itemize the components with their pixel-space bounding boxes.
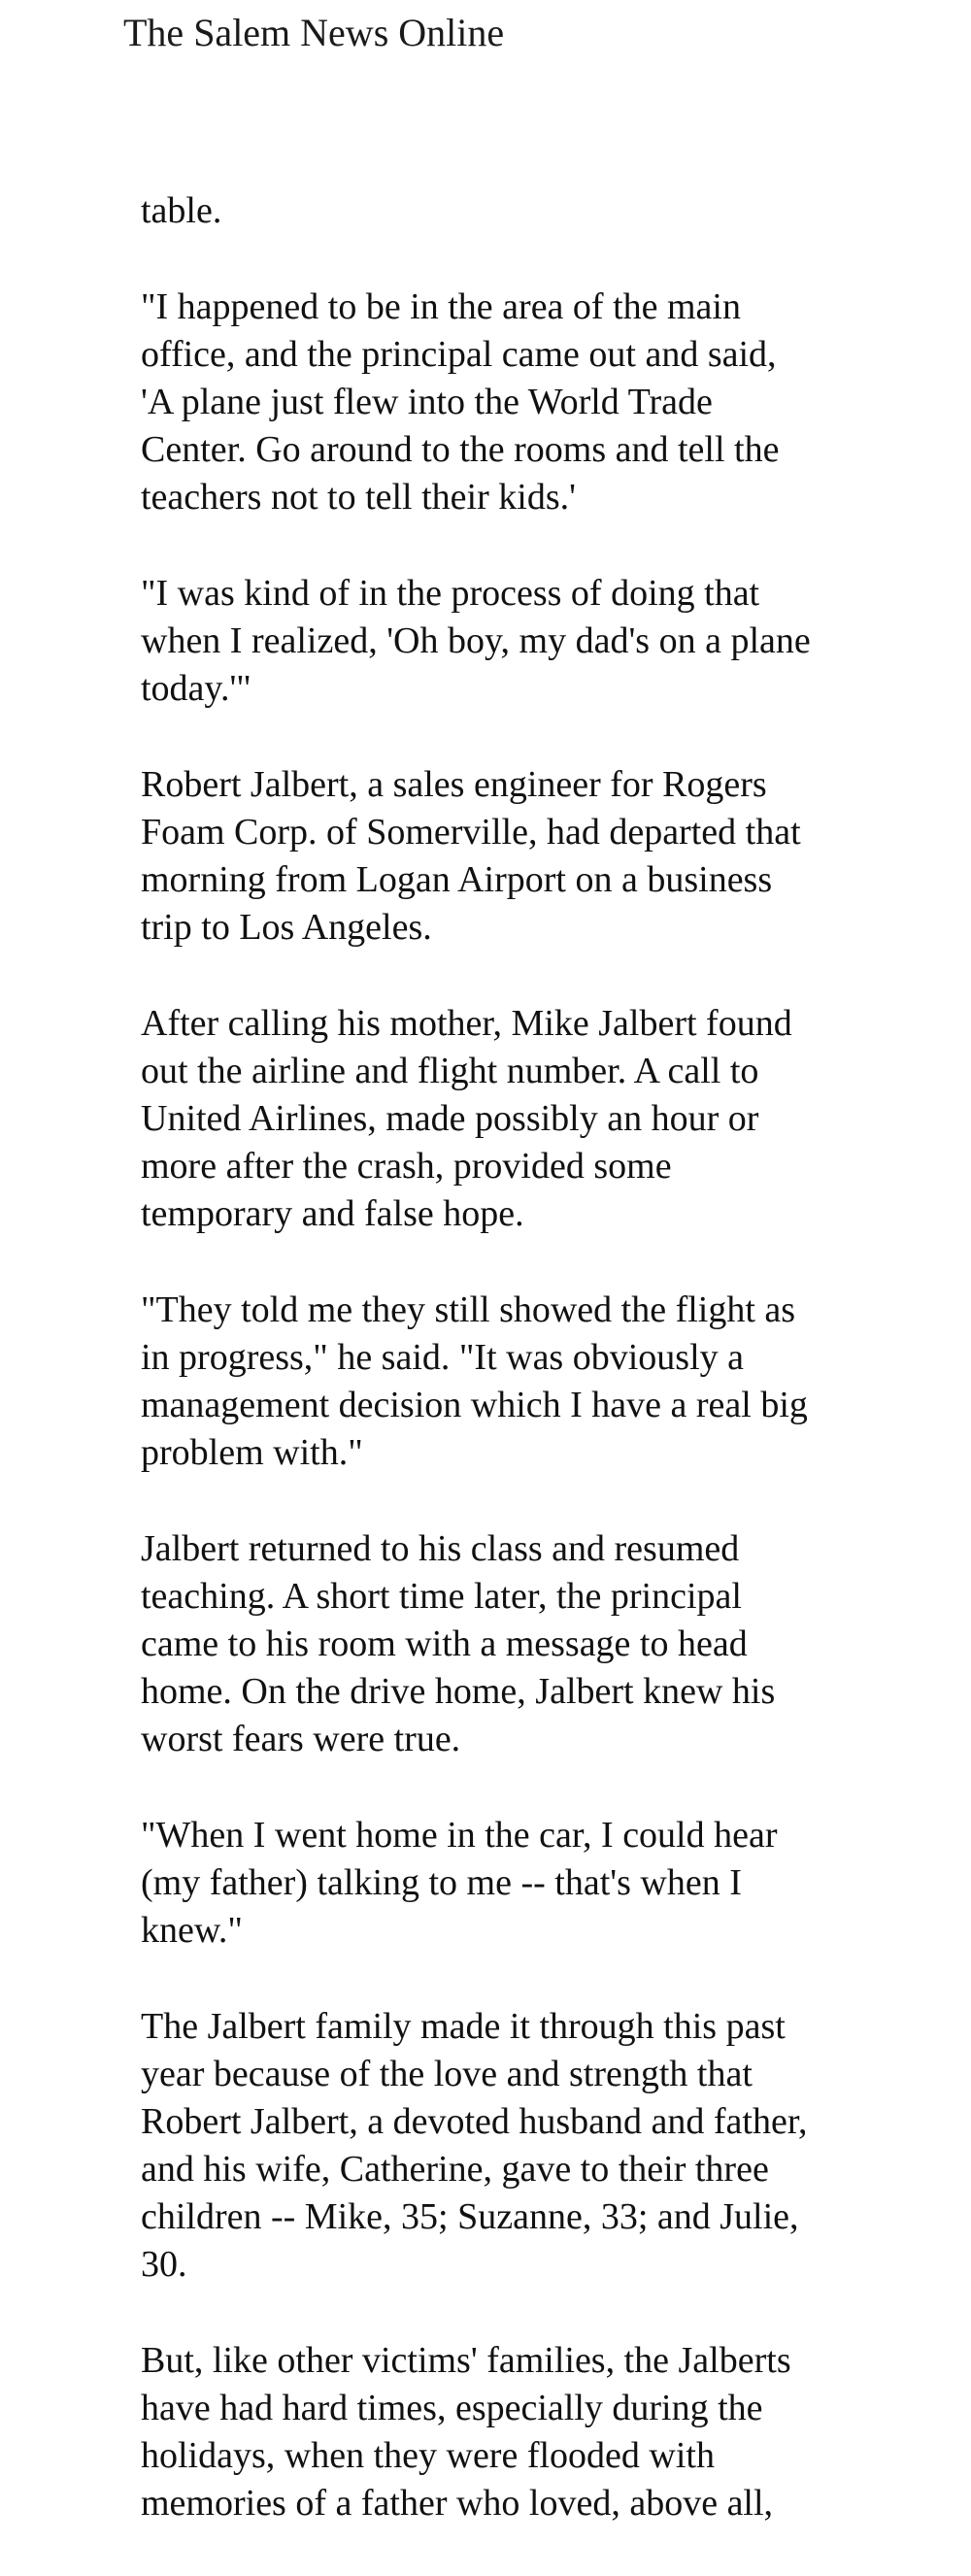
text-line: Jalbert returned to his class and resumed [141, 1528, 740, 1569]
text-line: have had hard times, especially during the [141, 2388, 763, 2428]
text-line: table. [141, 190, 222, 231]
text-line: year because of the love and strength that [141, 2054, 753, 2094]
text-line: Robert Jalbert, a sales engineer for Rogers [141, 764, 767, 805]
text-line: and his wife, Catherine, gave to their three [141, 2149, 769, 2190]
text-line: problem with." [141, 1432, 363, 1473]
text-line: Foam Corp. of Somerville, had departed that [141, 812, 801, 853]
text-line: United Airlines, made possibly an hour or [141, 1098, 759, 1139]
paragraph-5 [141, 1000, 956, 1238]
text-line: home. On the drive home, Jalbert knew his [141, 1671, 776, 1712]
publication-header: The Salem News Online [123, 11, 505, 54]
text-line: teaching. A short time later, the principal [141, 1576, 742, 1617]
text-line: children -- Mike, 35; Suzanne, 33; and Julie, [141, 2196, 799, 2237]
text-line: 30. [141, 2244, 187, 2285]
paragraph-1 [141, 187, 956, 235]
text-line: knew." [141, 1910, 243, 1951]
text-line: office, and the principal came out and said, [141, 334, 777, 375]
text-line: The Jalbert family made it through this past [141, 2006, 786, 2047]
text-line: out the airline and flight number. A call to [141, 1051, 759, 1091]
text-line: (my father) talking to me -- that's when I [141, 1862, 742, 1903]
text-line: Robert Jalbert, a devoted husband and father, [141, 2101, 808, 2142]
text-line: 'A plane just flew into the World Trade [141, 382, 713, 422]
text-line: memories of a father who loved, above all, [141, 2483, 774, 2524]
text-line: temporary and false hope. [141, 1193, 524, 1234]
text-line: worst fears were true. [141, 1719, 461, 1759]
text-line: Center. Go around to the rooms and tell the [141, 429, 780, 470]
text-line: when I realized, 'Oh boy, my dad's on a plane [141, 620, 811, 661]
text-line: trip to Los Angeles. [141, 907, 432, 948]
paragraph-2 [141, 284, 956, 521]
text-line: management decision which I have a real big [141, 1385, 808, 1425]
text-line: morning from Logan Airport on a business [141, 859, 773, 900]
paragraph-4 [141, 761, 956, 952]
text-line: "They told me they still showed the flight as [141, 1289, 796, 1330]
text-line: today.'" [141, 668, 251, 709]
text-line: holidays, when they were flooded with [141, 2435, 715, 2476]
text-line: more after the crash, provided some [141, 1146, 672, 1187]
text-line: "When I went home in the car, I could hear [141, 1815, 778, 1856]
paragraph-10 [141, 2337, 956, 2527]
text-line: teachers not to tell their kids.' [141, 477, 576, 518]
text-line: "I happened to be in the area of the main [141, 286, 741, 327]
paragraph-8 [141, 1812, 956, 1955]
paragraph-9 [141, 2003, 956, 2289]
text-line: But, like other victims' families, the Jalberts [141, 2340, 791, 2381]
paragraph-6 [141, 1287, 956, 1477]
text-line: After calling his mother, Mike Jalbert found [141, 1003, 792, 1044]
paragraph-3 [141, 570, 956, 713]
text-line: in progress," he said. "It was obviously a [141, 1337, 744, 1378]
article-body [141, 187, 956, 2576]
text-line: "I was kind of in the process of doing that [141, 573, 760, 614]
paragraph-7 [141, 1525, 956, 1763]
text-line: came to his room with a message to head [141, 1623, 748, 1664]
